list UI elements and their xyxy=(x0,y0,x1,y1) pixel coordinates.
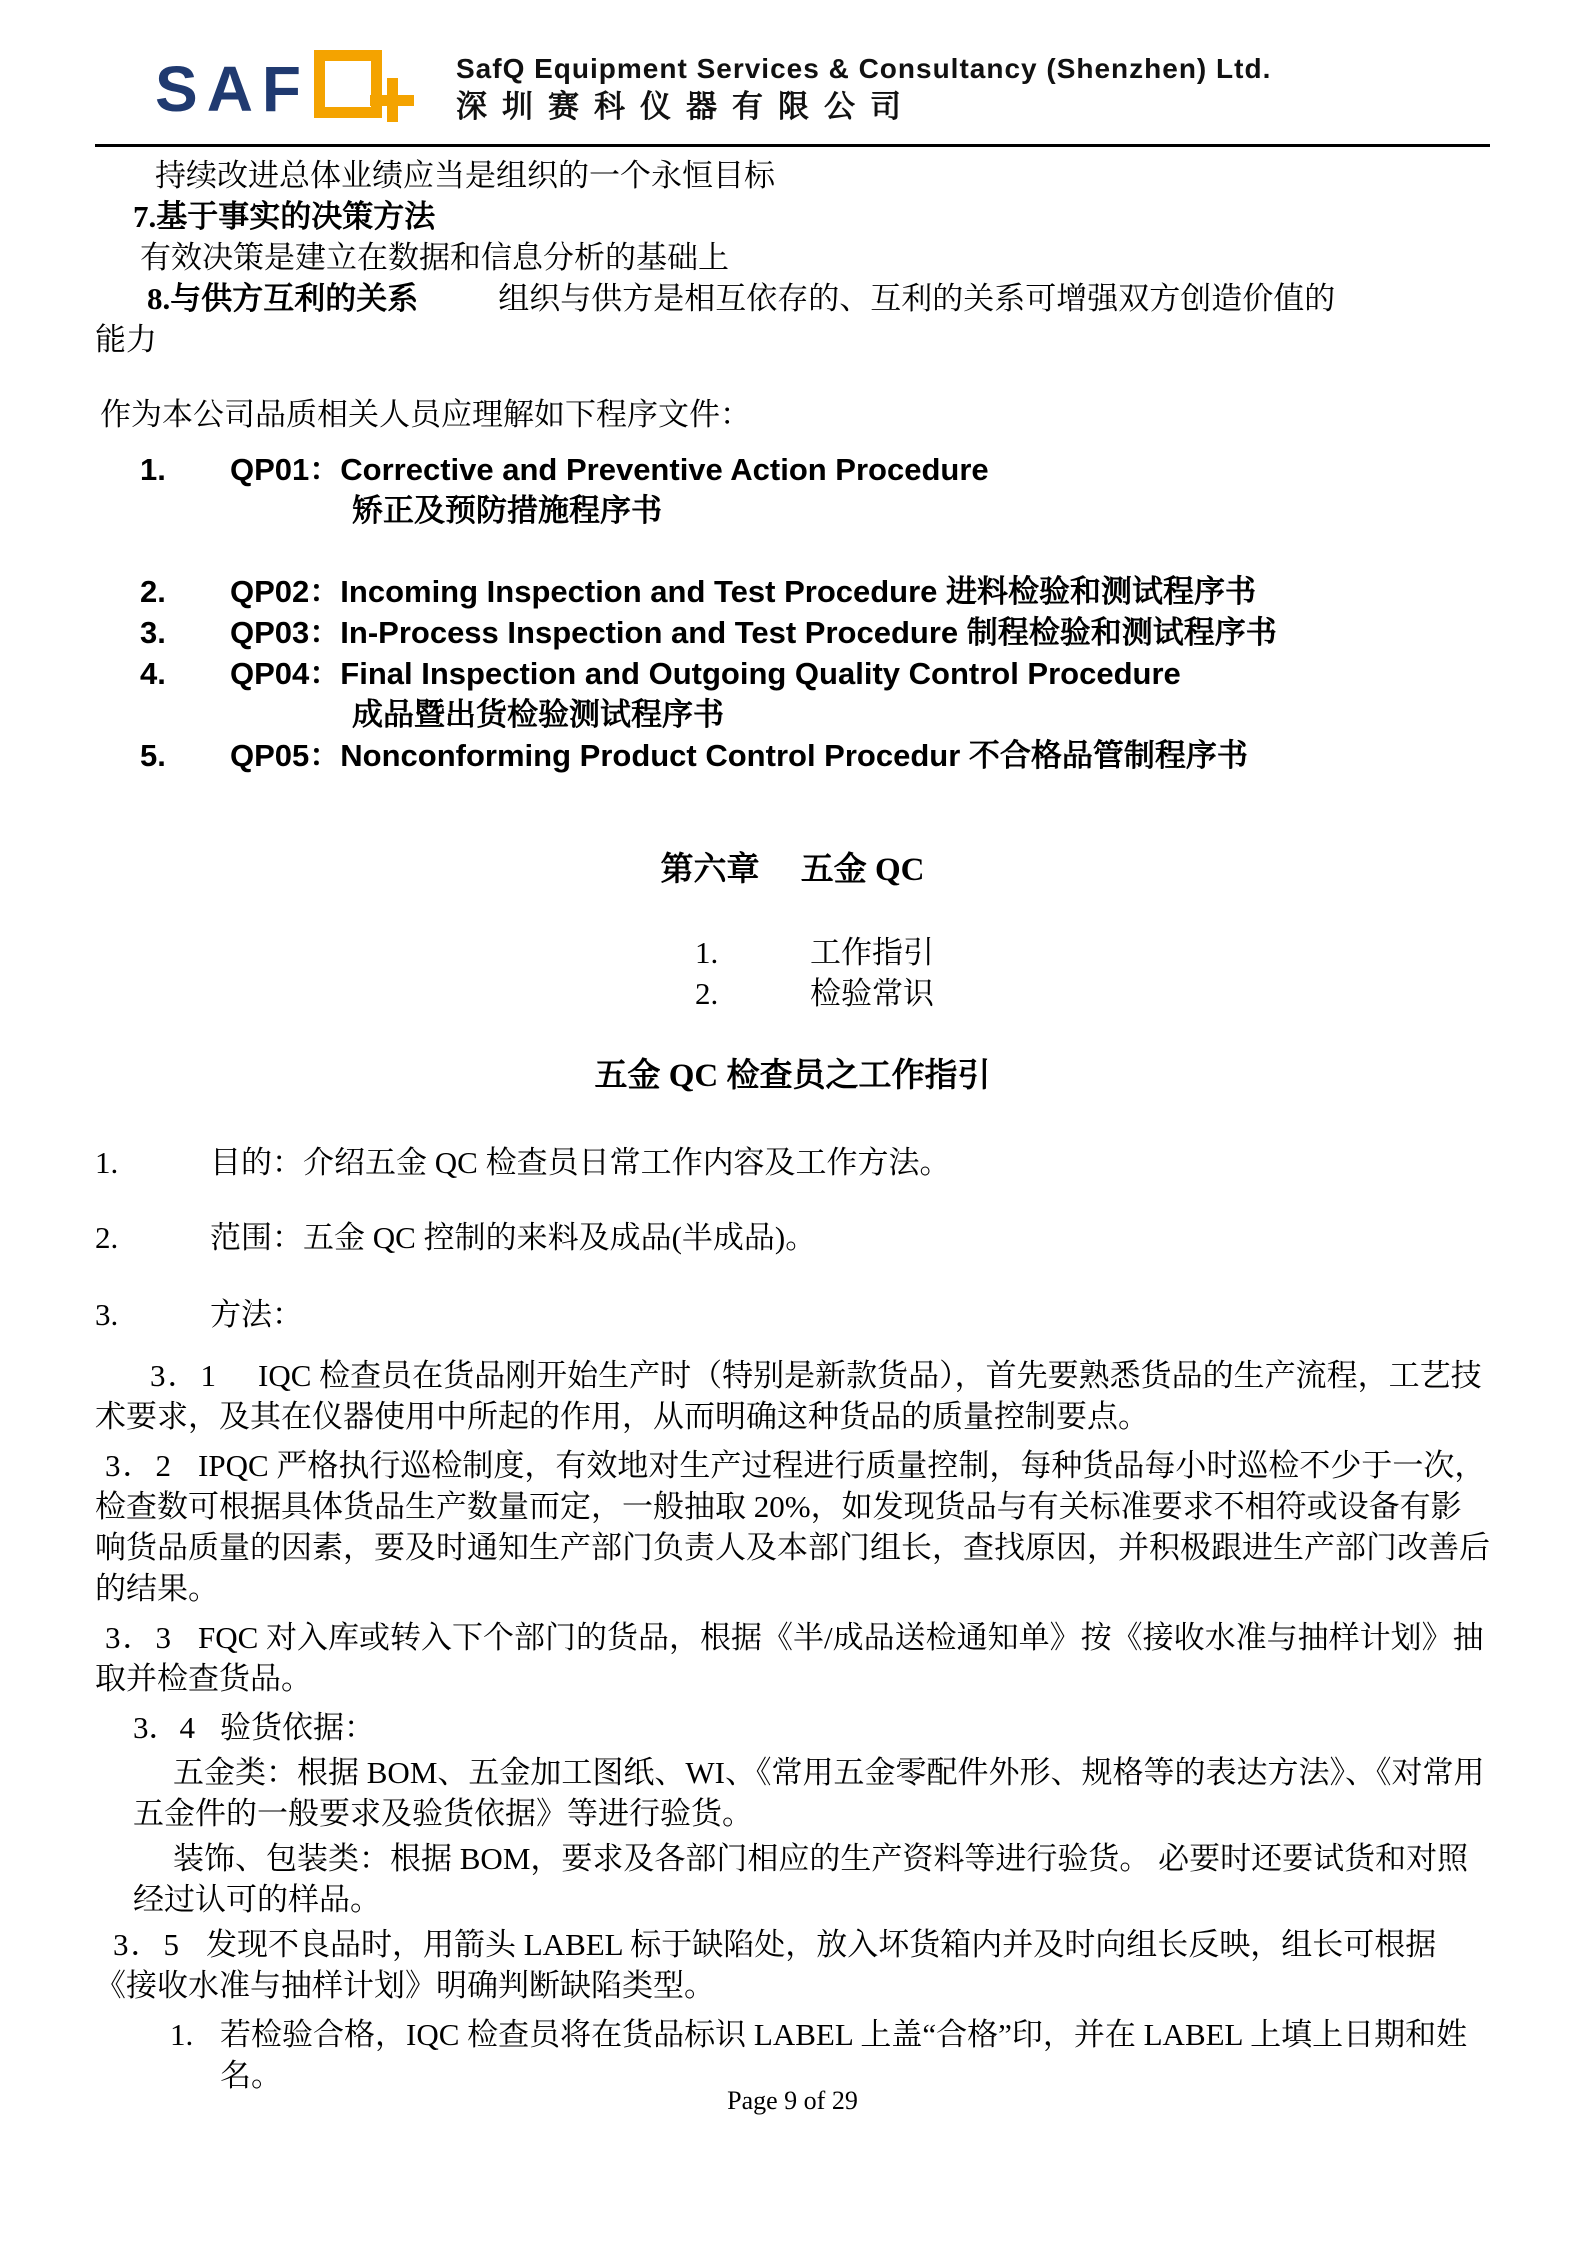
clause-text: 验货依据： xyxy=(220,1710,375,1745)
procedure-title-cn: 成品暨出货检验测试程序书 xyxy=(352,697,724,732)
procedure-title-line xyxy=(230,612,1490,653)
chapter-title: 第六章 五金 QC xyxy=(660,852,925,888)
toc-item-inspection-knowledge xyxy=(95,973,1490,1014)
section-3-1-iqc xyxy=(95,1355,1490,1437)
section-method xyxy=(95,1294,1490,1335)
section-number: 1. xyxy=(95,1145,119,1180)
section-scope xyxy=(95,1217,1490,1258)
paragraph-continual-improvement: 持续改进总体业绩应当是组织的一个永恒目标 xyxy=(155,158,775,193)
clause-text: 发现不良品时，用箭头 LABEL 标于缺陷处，放入坏货箱内并及时向组长反映，组长可根据《接收水准与抽样计划》明确判断缺陷类型。 xyxy=(95,1927,1437,2003)
company-name-cn: 深圳赛科仪器有限公司 xyxy=(456,89,916,124)
procedure-body xyxy=(230,571,1490,612)
procedure-body xyxy=(230,735,1490,776)
principle-7-body: 有效决策是建立在数据和信息分析的基础上 xyxy=(140,240,729,275)
section-3-4-basis xyxy=(95,1707,1490,1748)
toc-number: 2. xyxy=(695,976,719,1011)
toc-label: 检验常识 xyxy=(810,976,934,1011)
clause-text: FQC 对入库或转入下个部门的货品，根据《半/成品送检通知单》按《接收水准与抽样计划》抽取并检查货品。 xyxy=(95,1620,1484,1696)
procedure-number: 5. xyxy=(140,738,166,773)
logo-plus-icon xyxy=(314,50,414,128)
section-number: 2. xyxy=(95,1220,119,1255)
procedure-number: 2. xyxy=(140,574,166,609)
plus-icon xyxy=(370,78,414,122)
procedure-code: QP03： xyxy=(230,615,341,650)
procedure-number: 4. xyxy=(140,656,166,691)
procedure-body xyxy=(230,612,1490,653)
company-name-en: SafQ Equipment Services & Consultancy (Shenzhen) Ltd. xyxy=(456,53,1272,84)
principle-8-title: 8.与供方互利的关系 xyxy=(147,281,419,316)
procedure-code: QP04： xyxy=(230,656,341,691)
page-footer xyxy=(0,2085,1585,2117)
principle-8-body: 组织与供方是相互依存的、互利的关系可增强双方创造价值的 xyxy=(498,281,1336,316)
section-number: 3. xyxy=(95,1297,119,1332)
procedure-title-en: Nonconforming Product Control Procedur 不合格品管制程序书 xyxy=(340,738,1248,773)
clause-number: 3．3 xyxy=(105,1620,173,1655)
toc-item-work-guide xyxy=(95,932,1490,973)
section-3-3-fqc xyxy=(95,1617,1490,1699)
procedure-code: QP05： xyxy=(230,738,341,773)
procedure-title-line xyxy=(230,571,1490,612)
procedure-title-en: Final Inspection and Outgoing Quality Control Procedure xyxy=(340,656,1181,691)
chapter-toc xyxy=(95,932,1490,1014)
section-3-5-subitem-pass xyxy=(95,2014,1490,2096)
clause-number: 3．5 xyxy=(113,1927,181,1962)
toc-label: 工作指引 xyxy=(810,935,934,970)
company-logo xyxy=(155,50,414,128)
section-purpose xyxy=(95,1142,1490,1183)
toc-number: 1. xyxy=(695,935,719,970)
procedure-list xyxy=(95,449,1490,776)
principle-8-tail: 能力 xyxy=(95,322,157,357)
procedure-title-en: Corrective and Preventive Action Procedure xyxy=(340,452,989,487)
procedure-title-cn: 矫正及预防措施程序书 xyxy=(352,493,662,528)
section-3-4-hardware: 五金类：根据 BOM、五金加工图纸、WI、《常用五金零配件外形、规格等的表达方法》、《对常用五金件的一般要求及验货依据》等进行验货。 xyxy=(133,1755,1485,1831)
procedure-title-en: In-Process Inspection and Test Procedure 制程检验和测试程序书 xyxy=(340,615,1277,650)
procedure-number: 3. xyxy=(140,615,166,650)
procedure-title-line xyxy=(230,735,1490,776)
subitem-number: 1. xyxy=(170,2017,194,2052)
procedure-code: QP01： xyxy=(230,452,341,487)
logo-text: SAF xyxy=(155,53,310,125)
procedure-item-qp05 xyxy=(95,735,1490,776)
clause-text: IQC 检查员在货品刚开始生产时（特别是新款货品），首先要熟悉货品的生产流程，工艺技术要求，及其在仪器使用中所起的作用，从而明确这种货品的质量控制要点。 xyxy=(95,1358,1482,1434)
procedure-title-en: Incoming Inspection and Test Procedure 进料检验和测试程序书 xyxy=(340,574,1257,609)
document-body xyxy=(95,147,1490,2096)
company-names xyxy=(456,53,1271,125)
procedure-code: QP02： xyxy=(230,574,341,609)
procedure-body xyxy=(230,449,1490,531)
section-text: 目的：介绍五金 QC 检查员日常工作内容及工作方法。 xyxy=(210,1145,951,1180)
section-text: 方法： xyxy=(210,1297,303,1332)
clause-text: IPQC 严格执行巡检制度，有效地对生产过程进行质量控制，每种货品每小时巡检不少于一次，检查数可根据具体货品生产数量而定，一般抽取 20%，如发现货品与有关标准要求不相符或设备有影响货品质量的因素，要及时通知生产部门负责人及本部门组长，查找原因，并积极跟进生产部门改善后的结果。 xyxy=(95,1448,1490,1606)
principle-8-line xyxy=(95,278,1490,319)
principle-7-title: 7.基于事实的决策方法 xyxy=(133,199,436,234)
section-3-5-defects xyxy=(95,1924,1490,2006)
page-header xyxy=(95,46,1490,147)
procedure-title-line xyxy=(230,449,1490,490)
procedure-item-qp03 xyxy=(95,612,1490,653)
clause-number: 3．2 xyxy=(105,1448,173,1483)
guide-title: 五金 QC 检查员之工作指引 xyxy=(594,1058,991,1094)
page-number: Page 9 of 29 xyxy=(727,2086,858,2115)
procedure-item-qp02 xyxy=(95,571,1490,612)
clause-number: 3．1 xyxy=(150,1358,218,1393)
subitem-text: 若检验合格，IQC 检查员将在货品标识 LABEL 上盖“合格”印，并在 LABEL 上填上日期和姓名。 xyxy=(220,2017,1468,2093)
procedures-intro: 作为本公司品质相关人员应理解如下程序文件： xyxy=(100,397,751,432)
procedure-body xyxy=(230,653,1490,735)
clause-number: 3．4 xyxy=(133,1710,195,1745)
procedure-item-qp04 xyxy=(95,653,1490,735)
procedure-item-qp01 xyxy=(95,449,1490,531)
section-3-2-ipqc xyxy=(95,1445,1490,1609)
procedure-number: 1. xyxy=(140,452,166,487)
section-3-4-packaging: 装饰、包装类：根据 BOM，要求及各部门相应的生产资料等进行验货。 必要时还要试货和对照经过认可的样品。 xyxy=(133,1841,1469,1917)
section-text: 范围：五金 QC 控制的来料及成品(半成品)。 xyxy=(210,1220,817,1255)
procedure-title-line xyxy=(230,653,1490,694)
